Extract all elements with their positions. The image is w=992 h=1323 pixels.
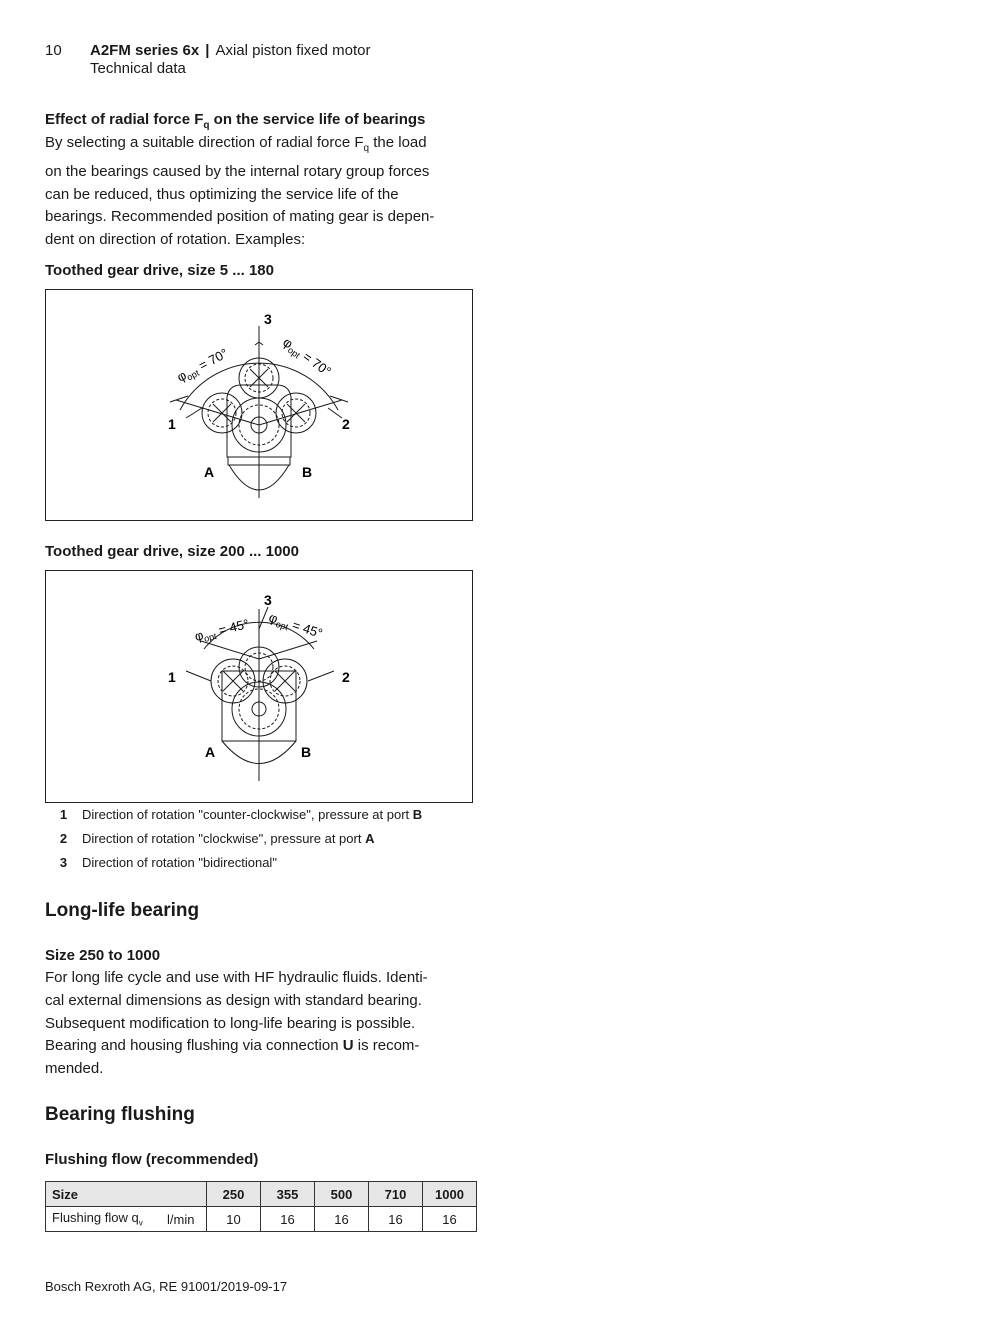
product-name: Axial piston fixed motor (215, 42, 371, 59)
angle-line-left (176, 400, 259, 425)
legend-item: 3 Direction of rotation "bidirectional" (59, 855, 277, 870)
long-life-paragraph (45, 967, 485, 1081)
label-1: 1 (168, 669, 176, 685)
paragraph-line: dent on direction of rotation. Examples: (45, 231, 306, 249)
phi-left-label: $\varphi_{opt} = 70^\circ$ (174, 345, 231, 385)
angle-line-right (259, 400, 342, 425)
label-3: 3 (264, 311, 272, 327)
label-2: 2 (342, 416, 350, 432)
gear-drive-diagram-2 (46, 571, 472, 802)
flow-cell: 16 (369, 1207, 423, 1232)
label-3: 3 (264, 592, 272, 608)
port-a-label: A (204, 464, 215, 480)
series-name: A2FM series 6x (90, 42, 200, 59)
figure1-box (45, 289, 473, 521)
flushing-flow-table (45, 1181, 477, 1232)
phi-left-label: $\varphi_{opt} = 45^\circ$ (193, 615, 251, 644)
label-1: 1 (168, 416, 176, 432)
legend-item: 2 Direction of rotation "clockwise", pressure at port A (59, 831, 375, 846)
label-2: 2 (342, 669, 350, 685)
section-subtitle: Technical data (90, 60, 186, 77)
long-life-subheading: Size 250 to 1000 (45, 947, 161, 964)
port-b-label: B (302, 464, 313, 480)
paragraph-line: For long life cycle and use with HF hydraulic fluids. Identi- (45, 969, 428, 986)
page-number: 10 (45, 42, 62, 59)
paragraph-line: bearings. Recommended position of mating gear is depen- (45, 208, 435, 226)
table-row (46, 1207, 477, 1232)
figure2-box (45, 570, 473, 803)
flow-cell: 10 (207, 1207, 261, 1232)
size-cell: 500 (315, 1182, 369, 1207)
paragraph-line: on the bearings caused by the internal rotary group forces (45, 162, 430, 180)
paragraph-line: By selecting a suitable direction of radial force $F_q$ the load (45, 134, 427, 154)
size-cell: 355 (261, 1182, 315, 1207)
paragraph-line: can be reduced, thus optimizing the service life of the (45, 185, 399, 203)
size-cell: 710 (369, 1182, 423, 1207)
header-separator: | (205, 42, 210, 59)
flow-cell: 16 (315, 1207, 369, 1232)
document-title (90, 42, 371, 59)
flushing-flow-subheading: Flushing flow (recommended) (45, 1151, 259, 1168)
paragraph-line: mended. (45, 1060, 104, 1078)
size-header: Size (46, 1182, 207, 1207)
bearing-flushing-heading: Bearing flushing (45, 1104, 195, 1125)
flow-cell: 16 (261, 1207, 315, 1232)
flushing-table-wrap (45, 1181, 477, 1232)
flow-label: Flushing flow $q_v$ (46, 1207, 162, 1232)
port-b-label: B (301, 744, 312, 760)
gear-drive-diagram-1 (46, 290, 472, 520)
port-a-label: A (205, 744, 216, 760)
radial-force-paragraph (45, 132, 485, 252)
flow-unit: l/min (161, 1207, 207, 1232)
flow-cell: 16 (423, 1207, 477, 1232)
figure1-title: Toothed gear drive, size 5 ... 180 (45, 262, 274, 279)
size-cell: 250 (207, 1182, 261, 1207)
phi-right-label: $\varphi_{opt} = 45^\circ$ (267, 609, 325, 641)
long-life-heading: Long-life bearing (45, 900, 200, 921)
figure-legend (45, 807, 505, 879)
phi-right-label: $\varphi_{opt} = 70^\circ$ (280, 334, 334, 380)
paragraph-line: cal external dimensions as design with standard bearing. (45, 991, 422, 1009)
legend-item: 1 Direction of rotation "counter-clockwise", pressure at port B (59, 807, 423, 822)
paragraph-line: Subsequent modification to long-life bearing is possible. (45, 1014, 416, 1032)
radial-force-heading: Effect of radial force $F_q$ on the service life of bearings (45, 111, 426, 131)
paragraph-line: Bearing and housing flushing via connection U is recom- (45, 1037, 420, 1055)
size-cell: 1000 (423, 1182, 477, 1207)
figure2-title: Toothed gear drive, size 200 ... 1000 (45, 543, 299, 560)
table-row (46, 1182, 477, 1207)
page-footer: Bosch Rexroth AG, RE 91001/2019-09-17 (45, 1279, 288, 1294)
